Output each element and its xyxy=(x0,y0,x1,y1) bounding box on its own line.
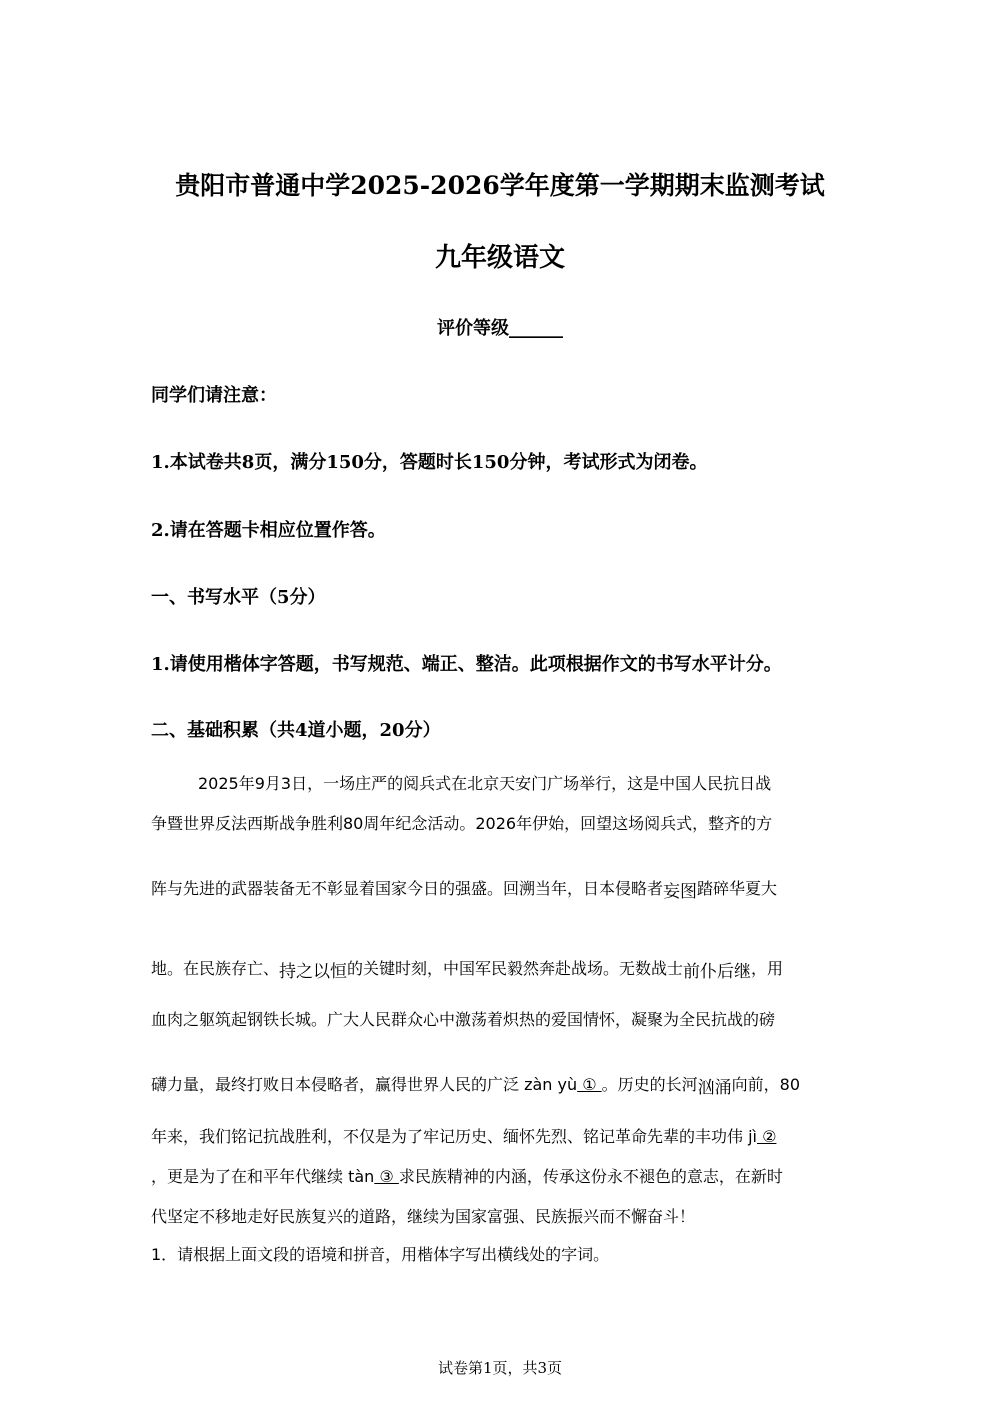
notice-item-2: 2.请在答题卡相应位置作答。 xyxy=(151,520,386,541)
highlighted-word: 汹涌 xyxy=(697,1078,732,1098)
notice-heading: 同学们请注意： xyxy=(151,385,277,406)
page-footer: 试卷第1页，共3页 xyxy=(437,1359,563,1377)
section-1-heading: 一、书写水平（5分） xyxy=(151,587,326,608)
exam-subtitle: 九年级语文 xyxy=(434,243,565,273)
grade-field xyxy=(0,316,1000,342)
passage-line: 争暨世界反法西斯战争胜利80周年纪念活动。2026年伊始，回望这场阅兵式，整齐的方 xyxy=(151,814,773,833)
passage-line: 2025年9月3日，一场庄严的阅兵式在北京天安门广场举行，这是中国人民抗日战 xyxy=(198,774,772,793)
passage-line: 礴力量，最终打败日本侵略者，赢得世界人民的广泛 zàn yù ① 。历史的长河汹涌向前，80 xyxy=(151,1075,801,1098)
exam-title: 贵阳市普通中学2025-2026学年度第一学期期末监测考试 xyxy=(175,171,825,200)
blank-3: ③ xyxy=(374,1167,399,1186)
passage-line: 地。在民族存亡、持之以恒的关键时刻，中国军民毅然奔赴战场。无数战士前仆后继，用 xyxy=(151,959,784,982)
grade-label: 评价等级 xyxy=(437,318,509,339)
passage-line: 代坚定不移地走好民族复兴的道路，继续为国家富强、民族振兴而不懈奋斗！ xyxy=(151,1207,696,1226)
highlighted-word: 前仆后继 xyxy=(683,962,752,982)
passage-line: 年来，我们铭记抗战胜利，不仅是为了牢记历史、缅怀先烈、铭记革命先辈的丰功伟 jì ② xyxy=(151,1127,777,1146)
highlighted-word: 持之以恒 xyxy=(279,962,348,982)
blank-1: ① xyxy=(577,1075,602,1094)
highlighted-word: 妄图 xyxy=(663,882,698,902)
notice-item-1: 1.本试卷共8页，满分150分，答题时长150分钟，考试形式为闭卷。 xyxy=(151,452,708,473)
passage-line: 血肉之躯筑起钢铁长城。广大人民群众心中激荡着炽热的爱国情怀，凝聚为全民抗战的磅 xyxy=(151,1010,776,1029)
blank-2: ② xyxy=(756,1127,777,1146)
section-1-item: 1.请使用楷体字答题，书写规范、端正、整洁。此项根据作文的书写水平计分。 xyxy=(151,654,782,675)
question-1: 1．请根据上面文段的语境和拼音，用楷体字写出横线处的字词。 xyxy=(151,1245,610,1264)
section-2-heading: 二、基础积累（共4道小题，20分） xyxy=(151,720,441,741)
passage-line: 阵与先进的武器装备无不彰显着国家今日的强盛。回溯当年，日本侵略者妄图踏碎华夏大 xyxy=(151,879,778,902)
passage-line: ，更是为了在和平年代继续 tàn ③ 求民族精神的内涵，传承这份永不褪色的意志，在新时 xyxy=(151,1167,783,1186)
grade-blank: ______ xyxy=(509,318,563,339)
